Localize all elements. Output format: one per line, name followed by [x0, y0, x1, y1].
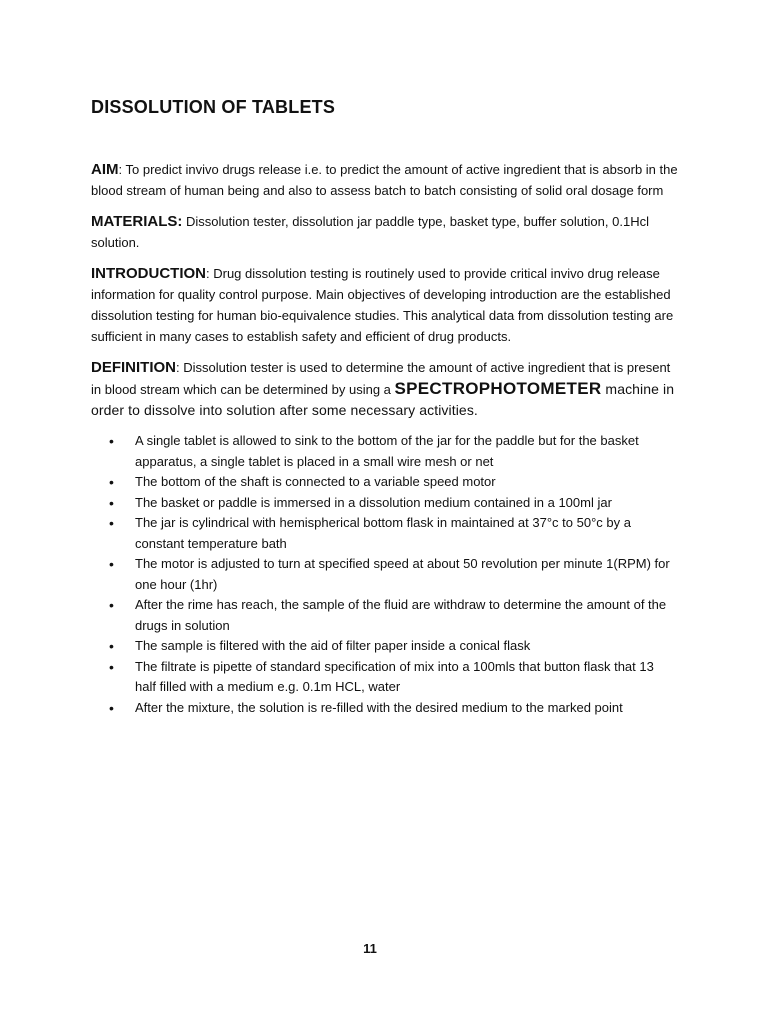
materials-label: MATERIALS: — [91, 213, 183, 230]
introduction-label: INTRODUCTION — [91, 265, 206, 282]
aim-label: AIM — [91, 161, 119, 178]
bullet-text-line: The filtrate is pipette of standard specification of mix into a 100mls that button flask that 13 — [135, 658, 654, 674]
bullet-text-line: one hour (1hr) — [135, 576, 218, 592]
bullet-point-icon: • — [109, 494, 114, 511]
bullet-text-line: drugs in solution — [135, 617, 230, 633]
aim-paragraph — [91, 159, 681, 201]
bullet-point-icon: • — [109, 515, 114, 531]
page-content — [91, 95, 681, 718]
bullet-text-line: The motor is adjusted to turn at specified speed at about 50 revolution per minute 1(RPM) for — [135, 556, 670, 571]
bullet-item — [109, 657, 681, 698]
aim-separator: : — [118, 162, 123, 177]
bullet-point-icon: • — [109, 638, 114, 654]
bullet-item — [109, 554, 681, 595]
bullet-item — [109, 493, 681, 514]
definition-separator: : — [176, 360, 180, 375]
spectrophotometer-highlight: SPECTROPHOTOMETER — [394, 379, 602, 398]
bullet-point-icon: • — [109, 597, 114, 613]
bullet-item — [109, 636, 681, 657]
bullet-text-line: apparatus, a single tablet is placed in a small wire mesh or net — [135, 453, 494, 469]
bullet-item — [109, 431, 681, 472]
bullet-point-icon: • — [109, 658, 114, 675]
definition-paragraph — [91, 357, 681, 421]
materials-paragraph — [91, 211, 681, 253]
bullet-item — [109, 472, 681, 493]
bullet-text-line: The bottom of the shaft is connected to a variable speed motor — [135, 474, 496, 489]
bullet-text-line: The basket or paddle is immersed in a dissolution medium contained in a 100ml jar — [135, 494, 612, 510]
bullet-text-line: The sample is filtered with the aid of filter paper inside a conical flask — [135, 638, 531, 653]
bullet-point-icon: • — [109, 474, 114, 490]
bullet-text-line: The jar is cylindrical with hemispherical bottom flask in maintained at 37°c to 50°c by a constant temperature bath — [135, 515, 631, 551]
introduction-paragraph — [91, 263, 681, 347]
page-number: 11 — [363, 941, 377, 956]
definition-text-before: Dissolution tester is used to determine the amount of active ingredient that is present in blood stream which can be determined by using a — [91, 360, 671, 397]
bullet-item — [109, 595, 681, 636]
bullet-point-icon: • — [109, 556, 114, 572]
aim-text: To predict invivo drugs release i.e. to predict the amount of active ingredient that is absorb in the blood stream of human being and also to assess batch to batch consisting of solid oral dosage form — [91, 162, 678, 198]
definition-text-after: machine in order to dissolve into solution after some necessary activities. — [91, 381, 675, 418]
bullet-text-line: After the mixture, the solution is re-filled with the desired medium to the marked point — [135, 699, 623, 715]
bullet-item — [109, 698, 681, 719]
procedure-bullet-list — [109, 431, 681, 718]
bullet-text-line: After the rime has reach, the sample of the fluid are withdraw to determine the amount of the — [135, 597, 667, 612]
bullet-text-line: half filled with a medium e.g. 0.1m HCL, water — [135, 679, 401, 694]
introduction-separator: : — [206, 266, 210, 281]
bullet-point-icon: • — [109, 699, 114, 716]
bullet-item — [109, 513, 681, 554]
bullet-text-line: A single tablet is allowed to sink to the bottom of the jar for the paddle but for the basket — [135, 433, 639, 448]
introduction-text: Drug dissolution testing is routinely used to provide critical invivo drug release information for quality control purpose. Main objectives of developing introduction are the established dissolution testing for human bio-equivalence studies. This analytical data from dissolution testing are sufficient in many cases to establish safety and efficient of drug products. — [91, 266, 674, 344]
page-title: DISSOLUTION OF TABLETS — [91, 97, 336, 117]
bullet-point-icon: • — [109, 433, 114, 449]
definition-label: DEFINITION — [91, 359, 176, 376]
materials-text: Dissolution tester, dissolution jar paddle type, basket type, buffer solution, 0.1Hcl solution. — [91, 214, 649, 250]
